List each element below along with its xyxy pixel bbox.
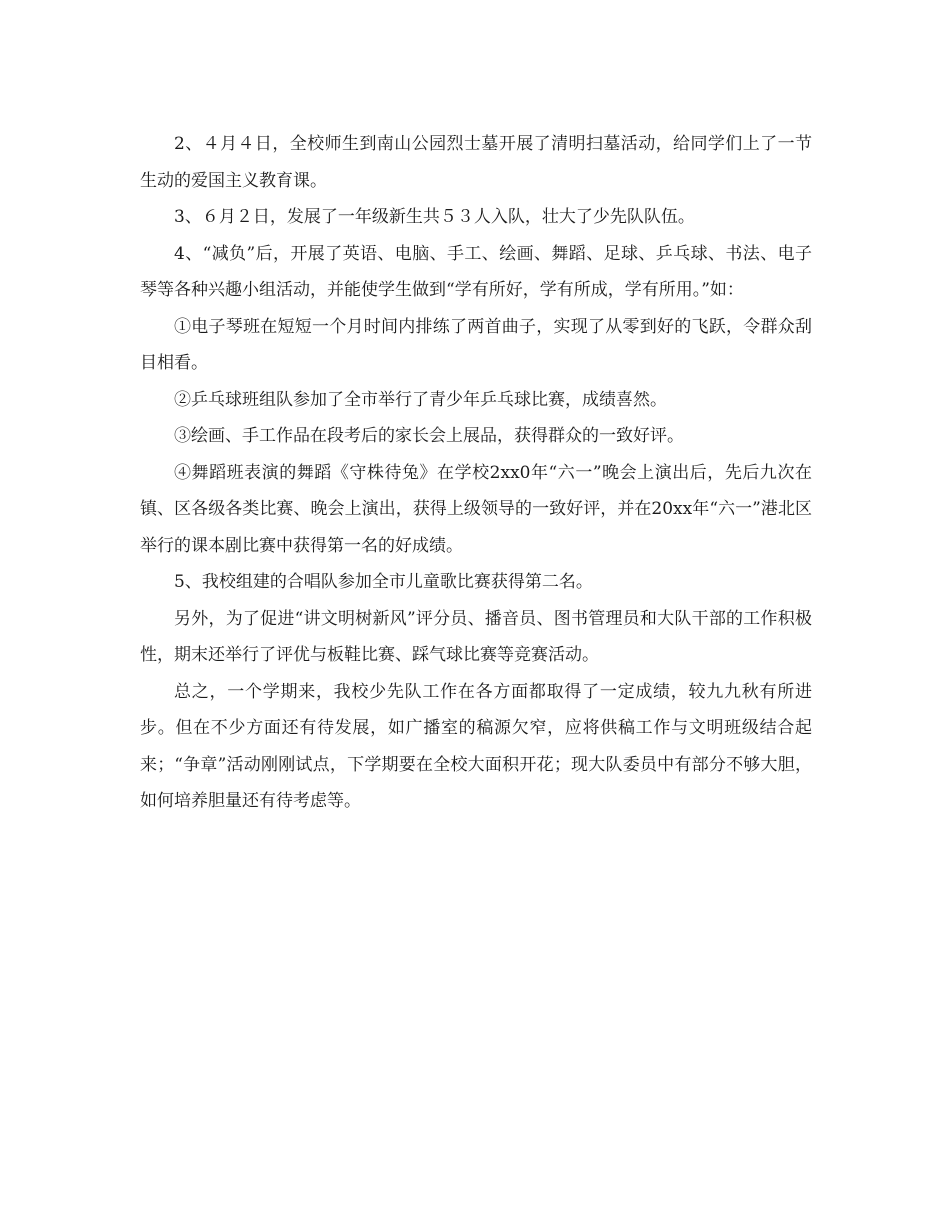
paragraph-choir: 5、我校组建的合唱队参加全市儿童歌比赛获得第二名。 — [174, 572, 593, 592]
paragraph-new-members: 3、６月２日，发展了一年级新生共５３人入队，壮大了少先队队伍。 — [174, 207, 695, 227]
document-body — [140, 126, 812, 820]
paragraph-qingming-activity: 2、４月４日，全校师生到南山公园烈士墓开展了清明扫墓活动，给同学们上了一节生动的爱国主义教育课。 — [140, 134, 812, 191]
paragraph-keyboard-class: ①电子琴班在短短一个月时间内排练了两首曲子，实现了从零到好的飞跃，令群众刮目相看。 — [140, 316, 812, 373]
paragraph-summary: 总之，一个学期来，我校少先队工作在各方面都取得了一定成绩，较九九秋有所进步。但在不少方面还有待发展，如广播室的稿源欠窄，应将供稿工作与文明班级结合起来；“争章”活动刚刚试点，下学期要在全校大面积开花；现大队委员中有部分不够大胆，如何培养胆量还有待考虑等。 — [140, 681, 812, 811]
paragraph-other-activities: 另外，为了促进“讲文明树新风”评分员、播音员、图书管理员和大队干部的工作积极性，期末还举行了评优与板鞋比赛、踩气球比赛等竞赛活动。 — [140, 608, 812, 665]
paragraph-dance-class: ④舞蹈班表演的舞蹈《守株待兔》在学校2xx0年“六一”晚会上演出后，先后九次在镇、区各级各类比赛、晚会上演出，获得上级领导的一致好评，并在20xx年“六一”港北区举行的课本剧比赛中获得第一名的好成绩。 — [140, 462, 812, 556]
paragraph-interest-groups: 4、“减负”后，开展了英语、电脑、手工、绘画、舞蹈、足球、乒乓球、书法、电子琴等各种兴趣小组活动，并能使学生做到“学有所好，学有所成，学有所用。”如： — [140, 243, 812, 300]
paragraph-art-craft: ③绘画、手工作品在段考后的家长会上展品，获得群众的一致好评。 — [174, 426, 684, 446]
paragraph-pingpong-class: ②乒乓球班组队参加了全市举行了青少年乒乓球比赛，成绩喜然。 — [174, 389, 667, 410]
